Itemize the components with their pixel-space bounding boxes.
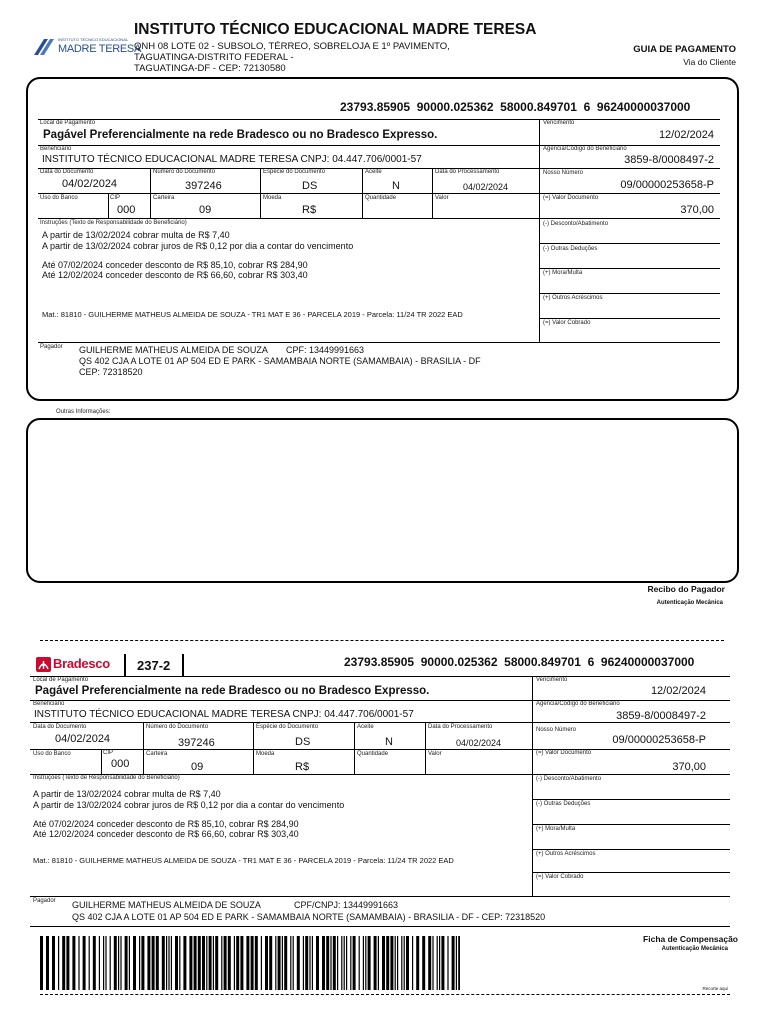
- barcode-bar: [368, 936, 371, 990]
- logo-text-small: INSTITUTO TÉCNICO EDUCACIONAL: [58, 37, 129, 42]
- data-documento-label: Data do Documento: [33, 724, 87, 730]
- instrucao-line: A partir de 13/02/2024 cobrar multa de R$ 7,40: [42, 230, 230, 240]
- barcode-bar: [382, 936, 385, 990]
- barcode-bar: [282, 936, 283, 990]
- barcode-bar: [397, 936, 398, 990]
- moeda-label: Moeda: [263, 195, 282, 201]
- valor-documento-label: (=) Valor Documento: [536, 750, 592, 756]
- pagador-cpfcnpj: CPF/CNPJ: 13449991663: [294, 900, 399, 910]
- instrucao-line: A partir de 13/02/2024 cobrar multa de R$ 7,40: [33, 789, 221, 799]
- especie-documento-value: DS: [302, 180, 318, 192]
- barcode-bar: [374, 936, 377, 990]
- agencia-value: 3859-8/0008497-2: [624, 154, 714, 166]
- nosso-numero-value: 09/00000253658-P: [620, 179, 714, 191]
- barcode-bar: [179, 936, 180, 990]
- barcode-bar: [246, 936, 249, 990]
- barcode-bar: [330, 936, 331, 990]
- barcode-bar: [363, 936, 364, 990]
- barcode-bar: [78, 936, 79, 990]
- address-line-2: TAGUATINGA-DISTRITO FEDERAL -: [134, 52, 294, 63]
- doc-title: GUIA DE PAGAMENTO: [633, 44, 736, 55]
- barcode-bar: [309, 936, 310, 990]
- data-documento-label: Data do Documento: [40, 169, 94, 175]
- ficha-compensacao: Ficha de Compensação: [643, 934, 738, 944]
- vencimento-label: Vencimento: [543, 120, 575, 126]
- barcode-bar: [297, 936, 300, 990]
- barcode-bar: [139, 936, 140, 990]
- barcode-bar: [303, 936, 304, 990]
- aceite-value: N: [385, 736, 393, 748]
- cip-label: CIP: [110, 195, 121, 201]
- barcode-bar: [275, 936, 276, 990]
- pagador-nome: GUILHERME MATHEUS ALMEIDA DE SOUZA: [79, 345, 268, 355]
- moeda-value: R$: [302, 204, 317, 216]
- carteira-label: Carteira: [146, 751, 168, 757]
- valor-label: Valor: [428, 751, 442, 757]
- pagador-cep: CEP: 72318520: [79, 367, 143, 377]
- beneficiario-label: Beneficiário: [40, 146, 72, 152]
- address-line-1: QNH 08 LOTE 02 - SUBSOLO, TÉRREO, SOBRELOJA E 1º PAVIMENTO,: [134, 41, 450, 52]
- valor-label: Valor: [435, 195, 449, 201]
- barcode-bar: [105, 936, 106, 990]
- barcode-bar: [89, 936, 90, 990]
- barcode-bar: [456, 936, 457, 990]
- barcode-bar: [278, 936, 281, 990]
- numero-documento-value: 397246: [185, 180, 222, 192]
- barcode-bar: [305, 936, 308, 990]
- aceite-label: Aceite: [357, 724, 374, 730]
- barcode-bar: [406, 936, 409, 990]
- quantidade-label: Quantidade: [357, 751, 389, 757]
- instrucao-line: A partir de 13/02/2024 cobrar juros de R$ 0,12 por dia a contar do vencimento: [33, 800, 345, 810]
- outras-deducoes-label: (-) Outras Deduções: [536, 801, 591, 807]
- data-processamento-value: 04/02/2024: [463, 182, 509, 192]
- moeda-value: R$: [295, 761, 310, 773]
- pagador-label: Pagador: [33, 898, 56, 904]
- barcode-bar: [129, 936, 130, 990]
- desconto-label: (-) Desconto/Abatimento: [543, 221, 609, 227]
- barcode-bar: [458, 936, 460, 990]
- barcode-bar: [401, 936, 402, 990]
- barcode-bar: [194, 936, 197, 990]
- bradesco-tree-icon: [36, 657, 51, 672]
- barcode-bar: [293, 936, 294, 990]
- vencimento-value: 12/02/2024: [650, 685, 706, 697]
- barcode-bar: [452, 936, 455, 990]
- autenticacao-bottom: Autenticação Mecânica: [661, 946, 728, 952]
- barcode-bar: [198, 936, 201, 990]
- barcode-bar: [390, 936, 393, 990]
- barcode-bar: [58, 936, 59, 990]
- pagador-label: Pagador: [40, 344, 63, 350]
- beneficiario-label: Beneficiário: [33, 701, 65, 707]
- barcode-bar: [353, 936, 356, 990]
- data-processamento-label: Data do Processamento: [428, 724, 493, 730]
- barcode-bar: [213, 936, 214, 990]
- barcode-bar: [365, 936, 366, 990]
- matricula-line: Mat.: 81810 - GUILHERME MATHEUS ALMEIDA DE SOUZA - TR1 MAT E 36 - PARCELA 2019 - Parcela: 11/24 TR 2022 EAD: [33, 856, 454, 865]
- barcode-bar: [412, 936, 413, 990]
- logo-text: MADRE TERESA: [58, 43, 141, 55]
- quantidade-label: Quantidade: [365, 195, 397, 201]
- barcode-bar: [141, 936, 144, 990]
- desconto-label: (-) Desconto/Abatimento: [536, 776, 602, 782]
- barcode: [40, 936, 460, 990]
- valor-documento-label: (=) Valor Documento: [543, 195, 599, 201]
- barcode-bar: [337, 936, 338, 990]
- barcode-bar: [437, 936, 438, 990]
- data-documento-value: 04/02/2024: [55, 733, 111, 745]
- local-pagamento-label: Local de Pagamento: [40, 120, 96, 126]
- barcode-bar: [441, 936, 444, 990]
- carteira-value: 09: [199, 204, 212, 216]
- doc-subtitle: Via do Cliente: [683, 57, 736, 67]
- pagador-endereco: QS 402 CJA A LOTE 01 AP 504 ED E PARK - SAMAMBAIA NORTE (SAMAMBAIA) - BRASILIA - DF - CEP: 72318520: [72, 912, 546, 922]
- bank-name: Bradesco: [53, 656, 110, 671]
- barcode-bar: [162, 936, 165, 990]
- bottom-cut-line: [40, 994, 730, 995]
- uso-banco-label: Uso do Banco: [40, 195, 78, 201]
- numero-documento-label: Número do Documento: [153, 169, 216, 175]
- barcode-bar: [99, 936, 100, 990]
- moeda-label: Moeda: [256, 751, 275, 757]
- barcode-bar: [284, 936, 287, 990]
- barcode-bar: [224, 936, 227, 990]
- barcode-bar: [103, 936, 104, 990]
- barcode-bar: [83, 936, 86, 990]
- barcode-bar: [156, 936, 159, 990]
- valor-documento-value: 370,00: [680, 204, 714, 216]
- barcode-bar: [290, 936, 291, 990]
- instrucoes-label: Instruções (Texto de Responsabilidade do Beneficiário): [40, 220, 187, 226]
- valor-cobrado-label: (=) Valor Cobrado: [543, 320, 591, 326]
- agencia-value: 3859-8/0008497-2: [616, 710, 706, 722]
- outros-acrescimos-label: (+) Outros Acréscimos: [536, 851, 596, 857]
- barcode-bar: [269, 936, 272, 990]
- barcode-bar: [118, 936, 119, 990]
- especie-documento-label: Espécie do Documento: [263, 169, 326, 175]
- barcode-bar: [133, 936, 136, 990]
- barcode-bar: [175, 936, 178, 990]
- barcode-bar: [202, 936, 205, 990]
- recorte-label: Recorte aqui: [702, 986, 728, 991]
- barcode-bar: [265, 936, 268, 990]
- barcode-bar: [171, 936, 172, 990]
- barcode-bar: [422, 936, 425, 990]
- barcode-bar: [428, 936, 431, 990]
- barcode-bar: [333, 936, 336, 990]
- barcode-bar: [40, 936, 43, 990]
- nosso-numero-label: Nosso Número: [536, 727, 577, 733]
- vencimento-label: Vencimento: [536, 677, 568, 683]
- barcode-bar: [168, 936, 169, 990]
- barcode-bar: [206, 936, 207, 990]
- barcode-bar: [359, 936, 360, 990]
- pagador-nome: GUILHERME MATHEUS ALMEIDA DE SOUZA: [72, 900, 261, 910]
- barcode-bar: [147, 936, 150, 990]
- barcode-bar: [322, 936, 325, 990]
- barcode-bar: [447, 936, 448, 990]
- aceite-value: N: [392, 180, 400, 192]
- barcode-bar: [120, 936, 121, 990]
- instrucoes-label: Instruções (Texto de Responsabilidade do Beneficiário): [33, 775, 180, 781]
- especie-documento-label: Espécie do Documento: [256, 724, 319, 730]
- carteira-value: 09: [191, 761, 204, 773]
- cip-value: 000: [117, 204, 136, 216]
- cut-line: [40, 640, 724, 641]
- instrucao-line: Até 12/02/2024 conceder desconto de R$ 66,60, cobrar R$ 303,40: [33, 829, 299, 839]
- barcode-bar: [72, 936, 75, 990]
- barcode-bar: [183, 936, 186, 990]
- nosso-numero-label: Nosso Número: [543, 170, 584, 176]
- local-pagamento-value: Pagável Preferencialmente na rede Bradesco ou no Bradesco Expresso.: [43, 129, 438, 141]
- barcode-bar: [110, 936, 111, 990]
- barcode-bar: [209, 936, 212, 990]
- autenticacao-top: Autenticação Mecânica: [656, 600, 723, 606]
- outras-informacoes-label: Outras Informações:: [56, 409, 111, 415]
- barcode-bar: [152, 936, 155, 990]
- institution-logo: [32, 36, 141, 58]
- valor-documento-value: 370,00: [672, 761, 706, 773]
- outros-acrescimos-label: (+) Outros Acréscimos: [543, 295, 603, 301]
- barcode-bar: [240, 936, 243, 990]
- carteira-label: Carteira: [153, 195, 175, 201]
- barcode-bar: [125, 936, 128, 990]
- recibo-pagador: Recibo do Pagador: [647, 584, 725, 594]
- barcode-bar: [215, 936, 218, 990]
- barcode-bar: [316, 936, 319, 990]
- pagador-cpf: CPF: 13449991663: [286, 345, 365, 355]
- matricula-line: Mat.: 81810 - GUILHERME MATHEUS ALMEIDA DE SOUZA - TR1 MAT E 36 - PARCELA 2019 - Parcela: 11/24 TR 2022 EAD: [42, 310, 463, 319]
- data-processamento-label: Data do Processamento: [435, 169, 500, 175]
- uso-banco-label: Uso do Banco: [33, 751, 71, 757]
- aceite-label: Aceite: [365, 169, 382, 175]
- valor-cobrado-label: (=) Valor Cobrado: [536, 874, 584, 880]
- beneficiario-value: INSTITUTO TÉCNICO EDUCACIONAL MADRE TERESA CNPJ: 04.447.706/0001-57: [34, 709, 414, 720]
- barcode-bar: [52, 936, 55, 990]
- agencia-label: Agencia/Código do Beneficiário: [536, 701, 620, 707]
- instrucao-line: A partir de 13/02/2024 cobrar juros de R$ 0,12 por dia a contar do vencimento: [42, 241, 354, 251]
- numero-documento-value: 397246: [178, 737, 215, 749]
- barcode-bar: [236, 936, 239, 990]
- barcode-bar: [416, 936, 419, 990]
- barcode-bar: [228, 936, 231, 990]
- barcode-bar: [378, 936, 379, 990]
- data-documento-value: 04/02/2024: [62, 178, 118, 190]
- barcode-bar: [221, 936, 222, 990]
- instrucao-line: Até 12/02/2024 conceder desconto de R$ 66,60, cobrar R$ 303,40: [42, 270, 308, 280]
- nosso-numero-value: 09/00000253658-P: [612, 734, 706, 746]
- barcode-bar: [62, 936, 65, 990]
- bank-code: 237-2: [137, 658, 171, 673]
- address-line-3: TAGUATINGA-DF - CEP: 72130580: [134, 63, 286, 74]
- pagador-endereco: QS 402 CJA A LOTE 01 AP 504 ED E PARK - SAMAMBAIA NORTE (SAMAMBAIA) - BRASILIA - DF: [79, 356, 481, 366]
- barcode-bar: [344, 936, 345, 990]
- barcode-bar: [46, 936, 49, 990]
- mora-label: (+) Mora/Multa: [536, 826, 576, 832]
- logo-emblem-icon: [32, 37, 58, 57]
- barcode-bar: [251, 936, 254, 990]
- barcode-bar: [234, 936, 235, 990]
- barcode-bar: [255, 936, 258, 990]
- barcode-bar: [395, 936, 396, 990]
- barcode-bar: [341, 936, 342, 990]
- barcode-bar: [326, 936, 329, 990]
- instrucao-line: Até 07/02/2024 conceder desconto de R$ 85,10, cobrar R$ 284,90: [42, 260, 308, 270]
- barcode-bar: [350, 936, 351, 990]
- barcode-bar: [261, 936, 262, 990]
- institution-name: INSTITUTO TÉCNICO EDUCACIONAL MADRE TERESA: [134, 21, 537, 38]
- outras-informacoes-box: [26, 418, 739, 583]
- local-pagamento-label: Local de Pagamento: [33, 677, 89, 683]
- mora-label: (+) Mora/Multa: [543, 270, 583, 276]
- cip-label: CIP: [103, 750, 114, 756]
- linha-digitavel-top: 23793.85905 90000.025362 58000.849701 6 96240000037000: [340, 100, 691, 114]
- barcode-bar: [189, 936, 192, 990]
- barcode-bar: [439, 936, 440, 990]
- barcode-bar: [312, 936, 313, 990]
- barcode-bar: [66, 936, 69, 990]
- beneficiario-value: INSTITUTO TÉCNICO EDUCACIONAL MADRE TERESA CNPJ: 04.447.706/0001-57: [42, 154, 422, 165]
- vencimento-value: 12/02/2024: [658, 129, 714, 141]
- outras-deducoes-label: (-) Outras Deduções: [543, 246, 598, 252]
- instrucao-line: Até 07/02/2024 conceder desconto de R$ 85,10, cobrar R$ 284,90: [33, 819, 299, 829]
- especie-documento-value: DS: [295, 736, 311, 748]
- barcode-bar: [386, 936, 389, 990]
- data-processamento-value: 04/02/2024: [456, 738, 502, 748]
- cip-value: 000: [111, 758, 130, 770]
- barcode-bar: [93, 936, 96, 990]
- numero-documento-label: Número do Documento: [146, 724, 209, 730]
- barcode-bar: [404, 936, 405, 990]
- linha-digitavel-bottom: 23793.85905 90000.025362 58000.849701 6 96240000037000: [344, 655, 695, 669]
- barcode-bar: [166, 936, 167, 990]
- barcode-bar: [346, 936, 347, 990]
- local-pagamento-value: Pagável Preferencialmente na rede Bradesco ou no Bradesco Expresso.: [35, 685, 430, 697]
- agencia-label: Agencia/Código do Beneficiário: [543, 146, 627, 152]
- barcode-bar: [432, 936, 433, 990]
- barcode-bar: [114, 936, 117, 990]
- bank-logo: [36, 656, 116, 674]
